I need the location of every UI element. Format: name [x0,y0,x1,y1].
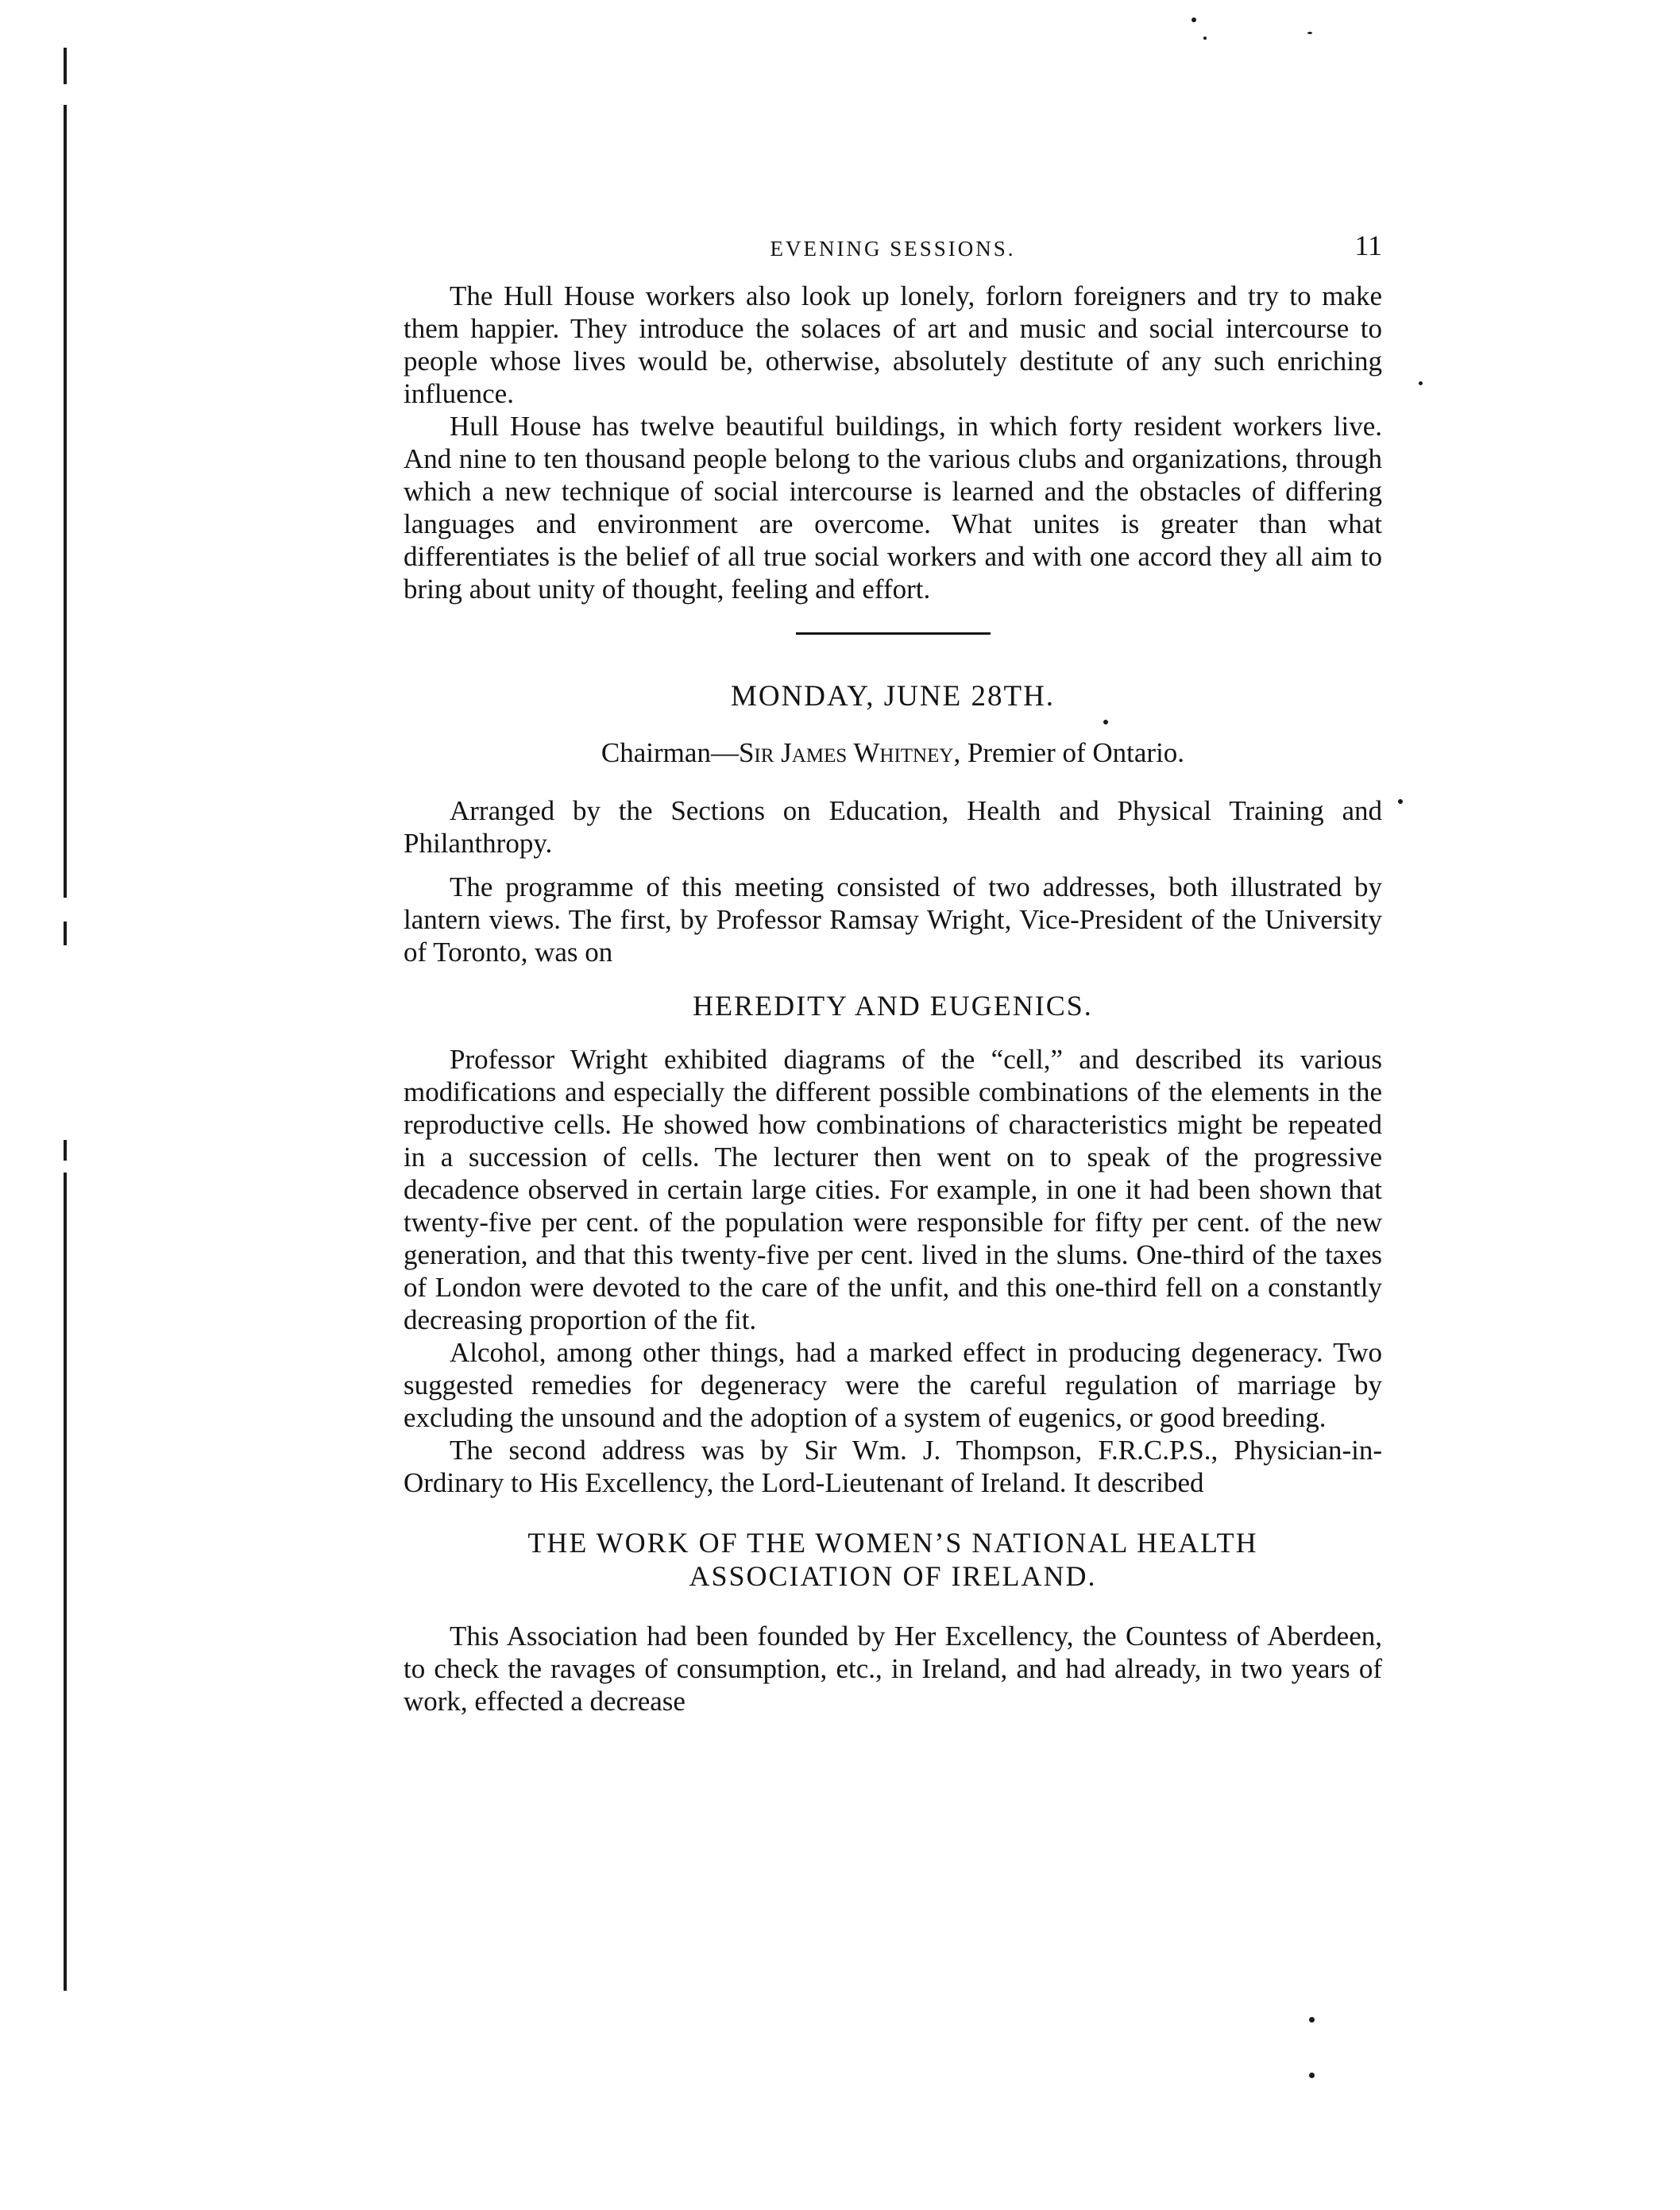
body-paragraph: Alcohol, among other things, had a marked effect in producing degeneracy. Two suggested remedies for degeneracy were the careful regulation of marriage by excluding the unsound and the adoption of a system of eugenics, or good breeding. [404,1337,1382,1433]
section-divider [796,632,991,635]
speck [1203,37,1207,40]
speck [1307,32,1312,34]
page-number: 11 [1354,230,1382,261]
margin-mark [64,826,67,898]
running-head-title: EVENING SESSIONS. [770,237,1016,261]
speck [1419,381,1423,385]
body-paragraph: The programme of this meeting consisted of two addresses, both illustrated by lantern views. The first, by Professor Ramsay Wright, Vice-President of the University of Toronto, was on [404,871,1382,968]
text-column [404,224,1382,1717]
body-paragraph: Arranged by the Sections on Education, Health and Physical Training and Philanthropy. [404,795,1382,859]
speck [1191,17,1196,22]
chairman-suffix: , Premier of Ontario. [953,737,1185,768]
body-paragraph: This Association had been founded by Her Excellency, the Countess of Aberdeen, to check the ravages of consumption, etc., in Ireland, and had already, in two years of work, effected a decrease [404,1621,1382,1717]
section-heading-work [404,1526,1382,1593]
speck [1309,2073,1315,2078]
body-paragraph: The Hull House workers also look up lonely, forlorn foreigners and try to make them happier. They introduce the solaces of art and music and social intercourse to people whose lives would be, otherwise, absolutely destitute of any such enriching influence. [404,280,1382,409]
chairman-prefix: Chairman— [601,737,739,768]
chairman-line [404,737,1382,769]
margin-mark [64,1173,67,1991]
margin-mark [64,105,67,828]
day-heading: MONDAY, JUNE 28TH. [730,680,1056,713]
chairman-name: Sir James Whitney [738,737,954,768]
section-heading-line: ASSOCIATION OF IRELAND. [689,1560,1097,1592]
body-paragraph: Hull House has twelve beautiful buildings, in which forty resident workers live. And nine to ten thousand people belong to the various clubs and organizations, through which a new technique of social intercourse is learned and the obstacles of differing languages and environment are overcome. What unites is greater than what differentiates is the belief of all true social workers and with one accord they all aim to bring about unity of thought, feeling and effort. [404,411,1382,605]
margin-mark [64,48,67,84]
running-head [404,224,1382,280]
section-heading-line: THE WORK OF THE WOMEN’S NATIONAL HEALTH [527,1527,1258,1559]
margin-mark [64,921,67,945]
speck [1309,2017,1315,2023]
margin-mark [64,1140,67,1161]
body-paragraph: The second address was by Sir Wm. J. Thompson, F.R.C.P.S., Physician-in-Ordinary to His Excellency, the Lord-Lieutenant of Ireland. It described [404,1435,1382,1498]
speck [1398,799,1403,804]
body-paragraph: Professor Wright exhibited diagrams of the “cell,” and described its various modifications and especially the different possible combinations of the elements in the reproductive cells. He showed how combinations of characteristics might be repeated in a succession of cells. The lecturer then went on to speak of the progressive decadence observed in certain large cities. For example, in one it had been shown that twenty-five per cent. of the population were responsible for fifty per cent. of the new generation, and that this twenty-five per cent. lived in the slums. One-third of the taxes of London were devoted to the care of the unfit, and this one-third fell on a constantly decreasing proportion of the fit. [404,1044,1382,1335]
section-heading-heredity: HEREDITY AND EUGENICS. [693,990,1093,1022]
